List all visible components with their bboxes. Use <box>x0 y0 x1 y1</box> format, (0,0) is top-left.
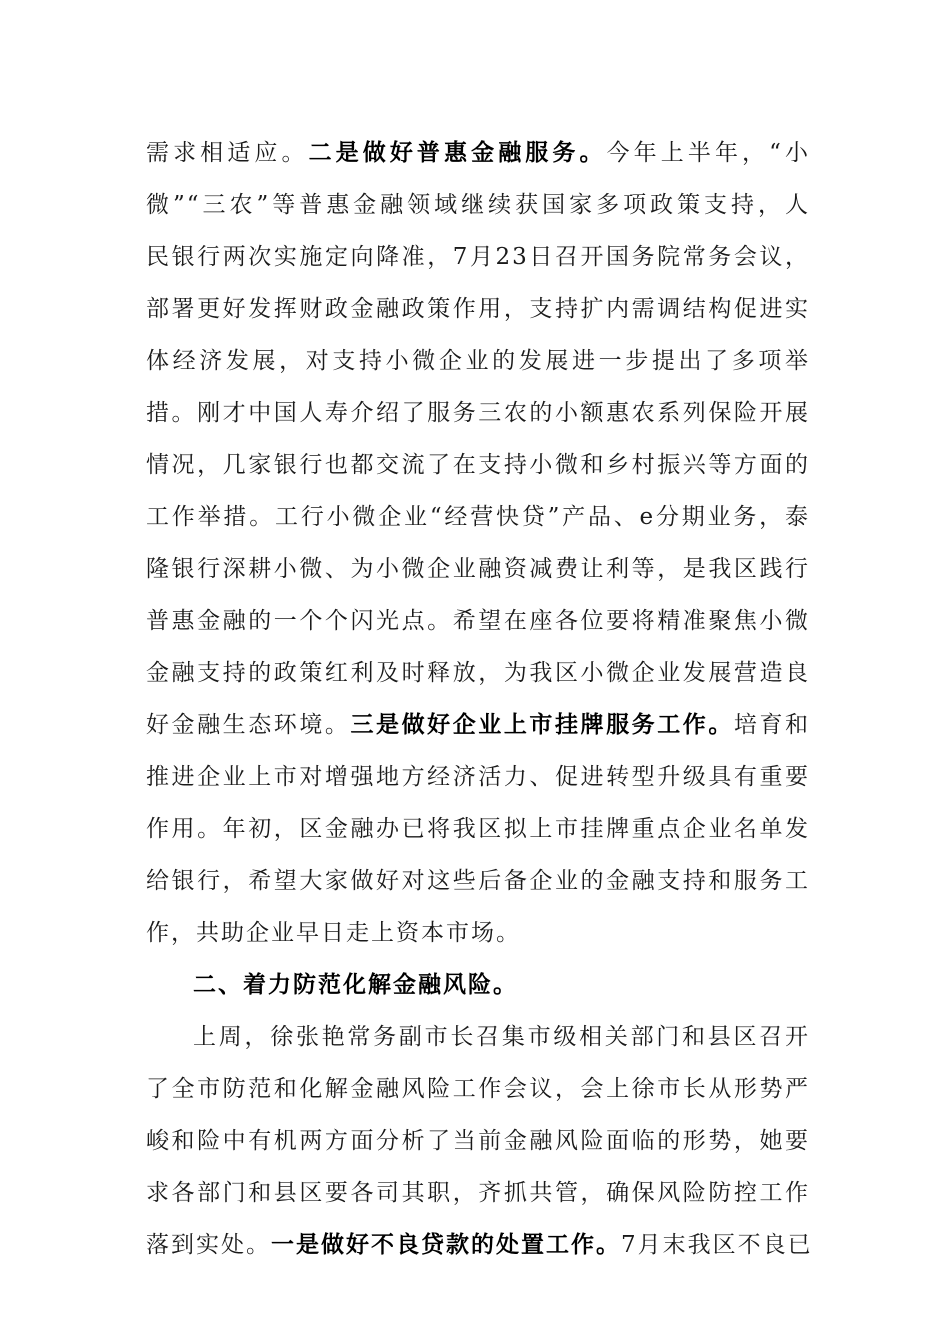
text-line <box>146 289 810 329</box>
text-segment: 好金融生态环境。 <box>146 712 351 738</box>
bold-phrase: 二、着力防范化解金融风险。 <box>193 972 518 998</box>
text-segment: 了全市防范和化解金融风险工作会议，会上徐市长从形势严 <box>146 1076 810 1102</box>
bold-phrase: 三是做好企业上市挂牌服务工作。 <box>350 712 734 738</box>
text-segment: 金融支持的政策红利及时释放，为我区小微企业发展营造良 <box>146 660 810 686</box>
text-line <box>146 913 810 953</box>
text-line <box>146 601 810 641</box>
text-segment: 作用。年初，区金融办已将我区拟上市挂牌重点企业名单发 <box>146 816 810 842</box>
text-segment: 作，共助企业早日走上资本市场。 <box>146 920 521 946</box>
bold-phrase: 二是做好普惠金融服务。 <box>308 140 607 166</box>
text-line <box>146 1173 810 1213</box>
text-line <box>146 133 810 173</box>
text-line <box>146 861 810 901</box>
text-line <box>146 497 810 537</box>
text-segment: 普惠金融的一个个闪光点。希望在座各位要将精准聚焦小微 <box>146 608 810 634</box>
text-line <box>146 445 810 485</box>
text-segment: 求各部门和县区要各司其职，齐抓共管，确保风险防控工作 <box>146 1180 810 1206</box>
text-line <box>146 809 810 849</box>
text-segment: 微”“三农”等普惠金融领域继续获国家多项政策支持，人 <box>146 192 810 218</box>
text-segment: 隆银行深耕小微、为小微企业融资减费让利等，是我区践行 <box>146 556 810 582</box>
text-line <box>146 1069 810 1109</box>
text-segment: 峻和险中有机两方面分析了当前金融风险面临的形势，她要 <box>146 1128 810 1154</box>
text-segment: 需求相适应。 <box>146 140 309 166</box>
text-segment: 落到实处。 <box>146 1232 271 1258</box>
text-line <box>146 705 810 745</box>
bold-phrase: 一是做好不良贷款的处置工作。 <box>271 1232 621 1258</box>
text-line <box>146 185 810 225</box>
text-line <box>146 341 810 381</box>
text-line <box>146 237 810 277</box>
text-line <box>146 1225 813 1265</box>
text-line <box>146 1121 810 1161</box>
text-segment: 7月末我区不良已 <box>621 1232 813 1258</box>
text-segment: 民银行两次实施定向降准，7月23日召开国务院常务会议， <box>146 244 810 270</box>
text-line <box>146 653 810 693</box>
text-segment: 培育和 <box>733 712 811 738</box>
text-line <box>193 1017 810 1057</box>
section-heading <box>193 965 810 1005</box>
text-segment: 给银行，希望大家做好对这些后备企业的金融支持和服务工 <box>146 868 810 894</box>
text-segment: 情况，几家银行也都交流了在支持小微和乡村振兴等方面的 <box>146 452 810 478</box>
text-line <box>146 549 810 589</box>
text-segment: 体经济发展，对支持小微企业的发展进一步提出了多项举 <box>146 348 810 374</box>
text-segment: 部署更好发挥财政金融政策作用，支持扩内需调结构促进实 <box>146 296 810 322</box>
text-segment: 工作举措。工行小微企业“经营快贷”产品、e分期业务，泰 <box>146 504 810 530</box>
text-line <box>146 757 810 797</box>
text-line <box>146 393 810 433</box>
text-segment: 措。刚才中国人寿介绍了服务三农的小额惠农系列保险开展 <box>146 400 810 426</box>
text-segment: 上周，徐张艳常务副市长召集市级相关部门和县区召开 <box>193 1024 810 1050</box>
text-segment: 今年上半年，“小 <box>606 140 811 166</box>
text-segment: 推进企业上市对增强地方经济活力、促进转型升级具有重要 <box>146 764 810 790</box>
